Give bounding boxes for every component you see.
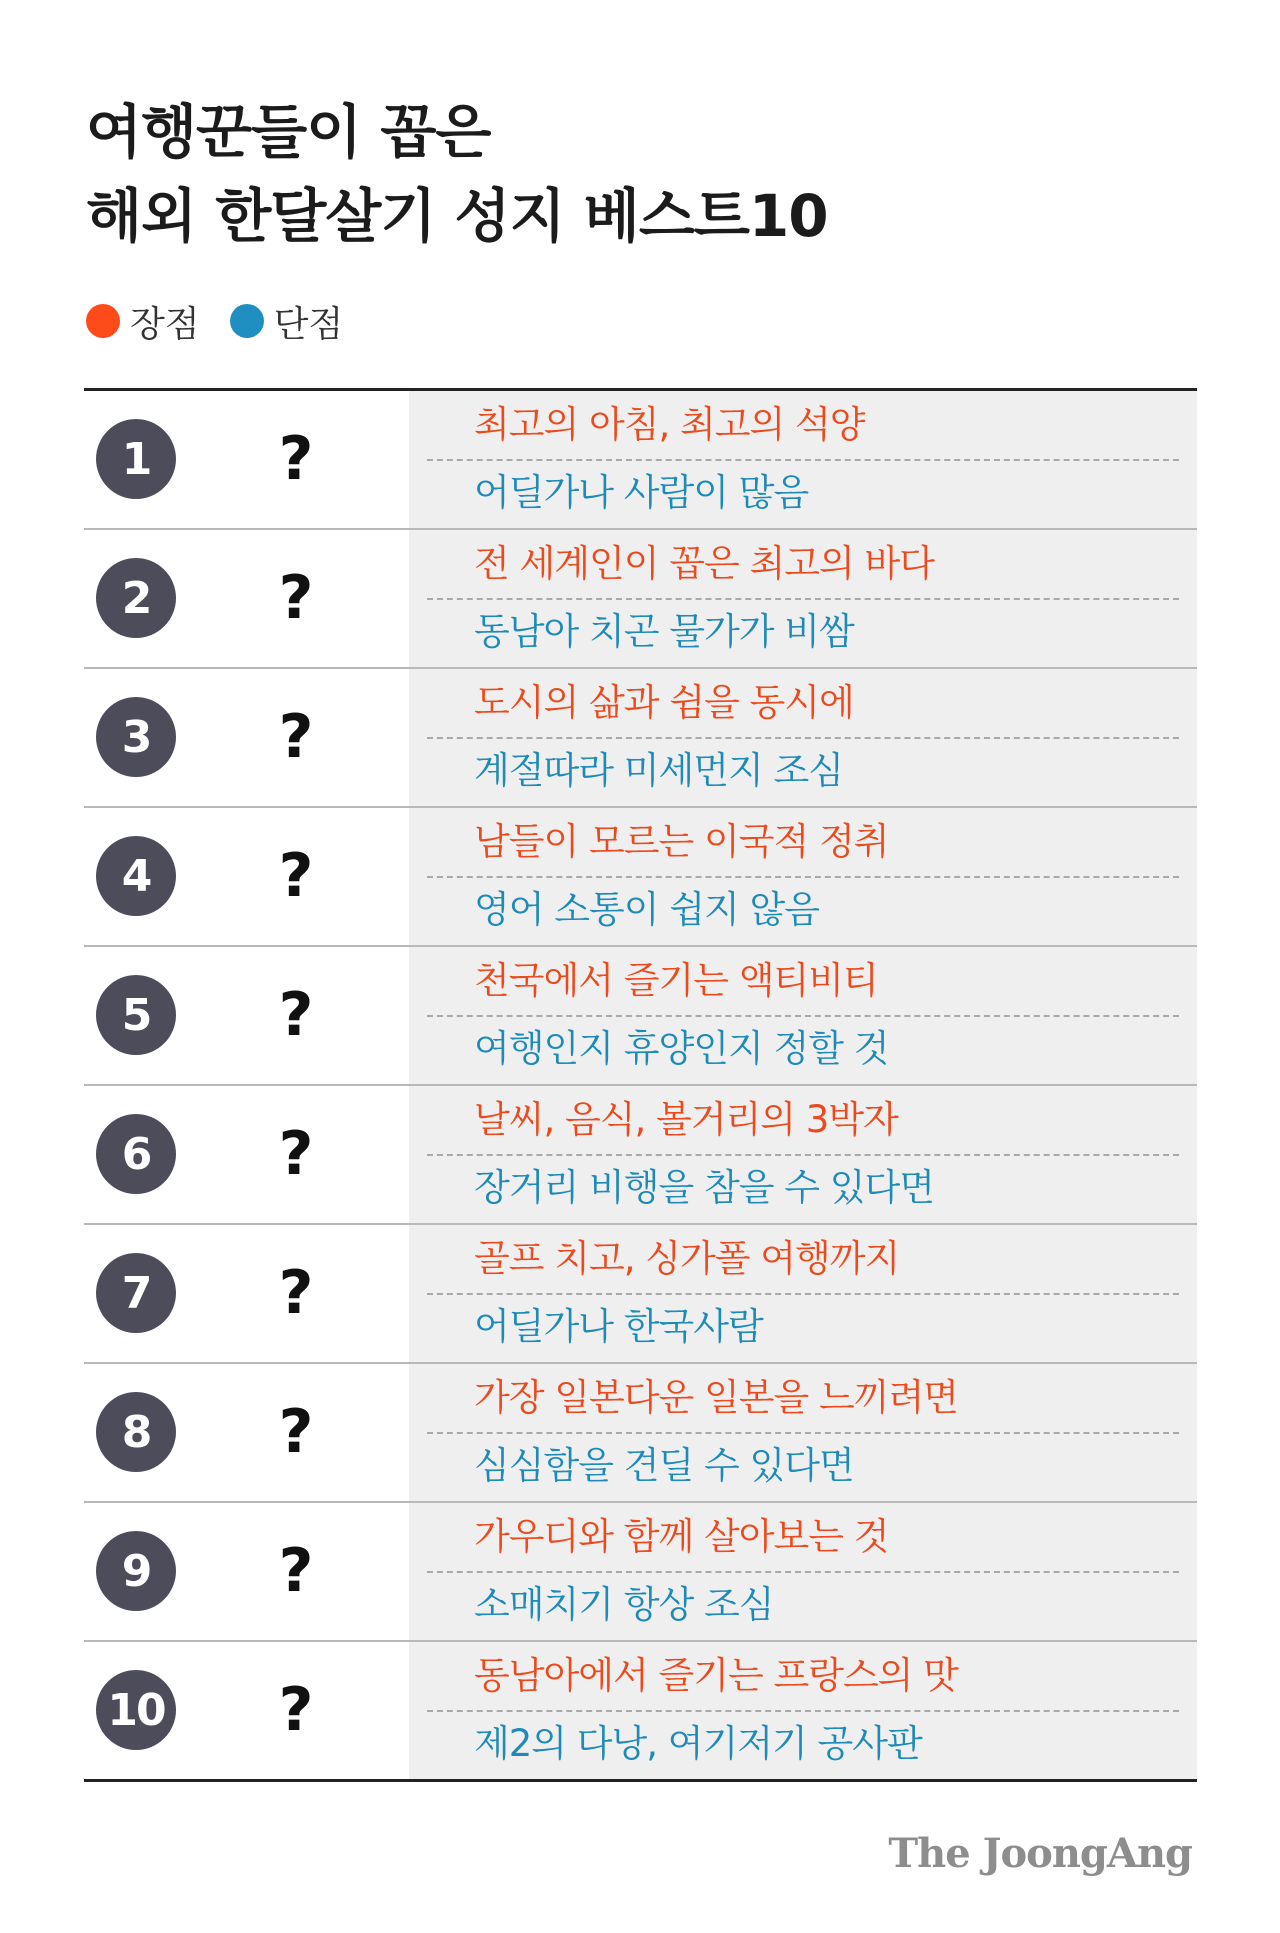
place-placeholder: ? [278,980,314,1050]
pro-text: 전 세계인이 꼽은 최고의 바다 [474,542,934,585]
table-row [84,1086,1197,1225]
place-placeholder: ? [278,841,314,911]
pros-cons-panel [409,669,1197,806]
place-placeholder: ? [278,1119,314,1189]
pro-text: 가장 일본다운 일본을 느끼려면 [474,1376,958,1419]
pros-cons-panel [409,391,1197,528]
pros-cons-panel [409,1364,1197,1501]
place-placeholder: ? [278,702,314,772]
title-line-1: 여행꾼들이 꼽은 [86,98,491,166]
rank-badge: 3 [96,697,176,777]
con-text: 영어 소통이 쉽지 않음 [474,888,819,931]
place-placeholder: ? [278,1675,314,1745]
title-line-2: 해외 한달살기 성지 베스트10 [86,182,828,250]
pros-cons-panel [409,1225,1197,1362]
table-row [84,1364,1197,1503]
pros-cons-panel [409,1503,1197,1640]
table-row [84,947,1197,1086]
rank-badge: 2 [96,558,176,638]
con-text: 제2의 다낭, 여기저기 공사판 [474,1722,922,1765]
blue-dot-icon [230,304,264,338]
place-placeholder: ? [278,1258,314,1328]
pro-text: 날씨, 음식, 볼거리의 3박자 [474,1098,898,1141]
con-text: 계절따라 미세먼지 조심 [474,749,843,792]
pros-cons-panel [409,808,1197,945]
pros-cons-panel [409,530,1197,667]
place-placeholder: ? [278,563,314,633]
con-text: 장거리 비행을 참을 수 있다면 [474,1166,934,1209]
orange-dot-icon [86,304,120,338]
con-text: 소매치기 항상 조심 [474,1583,774,1626]
con-text: 어딜가나 한국사람 [474,1305,763,1348]
pro-text: 최고의 아침, 최고의 석양 [474,403,865,446]
legend-item-cons [230,296,344,347]
table-row [84,1642,1197,1779]
place-placeholder: ? [278,1536,314,1606]
pros-cons-panel [409,947,1197,1084]
page-title [86,90,828,258]
legend-item-pros [86,296,200,347]
con-text: 동남아 치곤 물가가 비쌈 [474,610,854,653]
pro-text: 남들이 모르는 이국적 정취 [474,820,889,863]
pros-cons-panel [409,1642,1197,1779]
table-row [84,530,1197,669]
con-text: 심심함을 견딜 수 있다면 [474,1444,854,1487]
pro-text: 천국에서 즐기는 액티비티 [474,959,878,1002]
rank-badge: 7 [96,1253,176,1333]
brand-logo: The JoongAng [888,1830,1192,1877]
rank-badge: 8 [96,1392,176,1472]
pros-cons-panel [409,1086,1197,1223]
table-row [84,808,1197,947]
ranking-table [84,388,1197,1782]
con-text: 여행인지 휴양인지 정할 것 [474,1027,889,1070]
legend [86,296,373,346]
table-row [84,391,1197,530]
legend-label-cons: 단점 [273,303,344,345]
rank-badge: 6 [96,1114,176,1194]
place-placeholder: ? [278,1397,314,1467]
place-placeholder: ? [278,424,314,494]
pro-text: 골프 치고, 싱가폴 여행까지 [474,1237,900,1280]
rank-badge: 4 [96,836,176,916]
pro-text: 도시의 삶과 쉼을 동시에 [474,681,854,724]
rank-badge: 10 [96,1670,176,1750]
rank-badge: 5 [96,975,176,1055]
table-row [84,1225,1197,1364]
table-row [84,1503,1197,1642]
rank-badge: 9 [96,1531,176,1611]
legend-label-pros: 장점 [130,303,200,345]
rank-badge: 1 [96,419,176,499]
pro-text: 가우디와 함께 살아보는 것 [474,1515,889,1558]
con-text: 어딜가나 사람이 많음 [474,471,809,514]
pro-text: 동남아에서 즐기는 프랑스의 맛 [474,1654,958,1697]
table-row [84,669,1197,808]
